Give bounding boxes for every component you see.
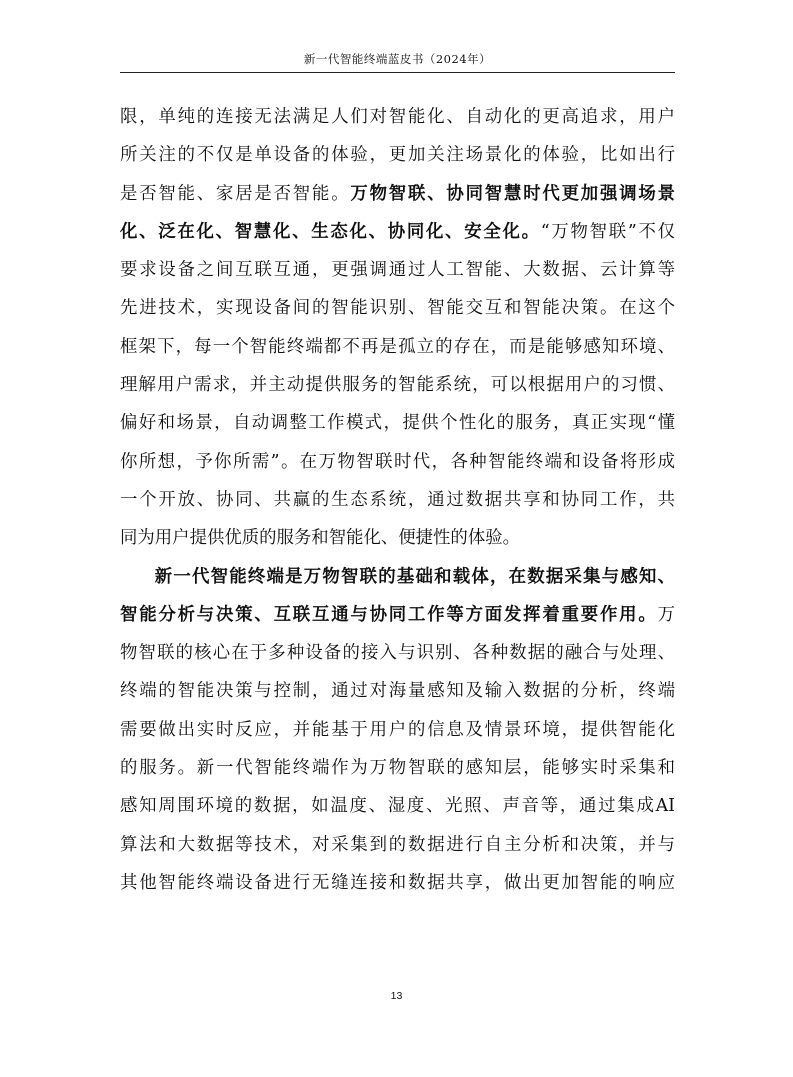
- text-line: [120, 328, 675, 366]
- text-line: [120, 634, 675, 672]
- text-run: 你所想，予你所需”。在万物智联时代，各种智能终端和设备将形成: [120, 451, 675, 472]
- running-header: 新一代智能终端蓝皮书（2024年）: [303, 52, 492, 66]
- text-line: [120, 711, 675, 749]
- text-run: 偏好和场景，自动调整工作模式，提供个性化的服务，真正实现“懂: [120, 413, 675, 434]
- text-run: 所关注的不仅是单设备的体验，更加关注场景化的体验，比如出行: [120, 145, 675, 166]
- text-run: 算法和大数据等技术，对采集到的数据进行自主分析和决策，并与: [120, 834, 675, 855]
- text-line: [120, 136, 675, 174]
- text-run: 需要做出实时反应，并能基于用户的信息及情景环境，提供智能化: [120, 719, 675, 740]
- text-run: 终端的智能决策与控制，通过对海量感知及输入数据的分析，终端: [120, 681, 675, 702]
- text-line: [120, 366, 675, 404]
- text-run: 要求设备之间互联互通，更强调通过人工智能、大数据、云计算等: [120, 260, 675, 281]
- text-run: 感知周围环境的数据，如温度、湿度、光照、声音等，通过集成AI: [120, 796, 675, 817]
- header-rule: [120, 72, 675, 73]
- page-number: 13: [390, 990, 403, 1002]
- text-line: [120, 404, 675, 442]
- bold-text-run: 万物智联、协同智慧时代更加强调场景: [350, 183, 675, 204]
- text-run: 其他智能终端设备进行无缝连接和数据共享，做出更加智能的响应: [120, 872, 675, 893]
- text-line: [120, 251, 675, 289]
- text-line: [120, 213, 675, 251]
- text-line: [120, 289, 675, 327]
- text-line: [120, 443, 675, 481]
- text-run: 框架下，每一个智能终端都不再是孤立的存在，而是能够感知环境、: [120, 336, 675, 357]
- text-run: 同为用户提供优质的服务和智能化、便捷性的体验。: [120, 528, 520, 549]
- bold-text-run: 新一代智能终端是万物智联的基础和载体，在数据采集与感知、: [154, 566, 675, 587]
- text-run: 的服务。新一代智能终端作为万物智联的感知层，能够实时采集和: [120, 758, 675, 779]
- text-line: [120, 787, 675, 825]
- bold-text-run: 智能分析与决策、互联互通与协同工作等方面发挥着重要作用。: [120, 604, 658, 625]
- text-run: 物智联的核心在于多种设备的接入与识别、各种数据的融合与处理、: [120, 643, 675, 664]
- text-run: 先进技术，实现设备间的智能识别、智能交互和智能决策。在这个: [120, 298, 675, 319]
- text-line: [120, 98, 675, 136]
- text-line: [120, 558, 675, 596]
- text-run: 理解用户需求，并主动提供服务的智能系统，可以根据用户的习惯、: [120, 375, 675, 396]
- text-line: [120, 596, 675, 634]
- text-run: “万物智联”不仅: [540, 221, 675, 242]
- body-text: [120, 98, 675, 902]
- text-line: [120, 175, 675, 213]
- text-line: [120, 481, 675, 519]
- text-run: 限，单纯的连接无法满足人们对智能化、自动化的更高追求，用户: [120, 107, 675, 127]
- text-run: 一个开放、协同、共赢的生态系统，通过数据共享和协同工作，共: [120, 489, 675, 510]
- text-line: [120, 749, 675, 787]
- text-line: [120, 672, 675, 710]
- text-run: 万: [657, 604, 675, 625]
- bold-text-run: 化、泛在化、智慧化、生态化、协同化、安全化。: [120, 221, 541, 242]
- text-line: [120, 864, 675, 902]
- text-line: [120, 826, 675, 864]
- text-line: [120, 519, 675, 557]
- text-run: 是否智能、家居是否智能。: [120, 183, 351, 204]
